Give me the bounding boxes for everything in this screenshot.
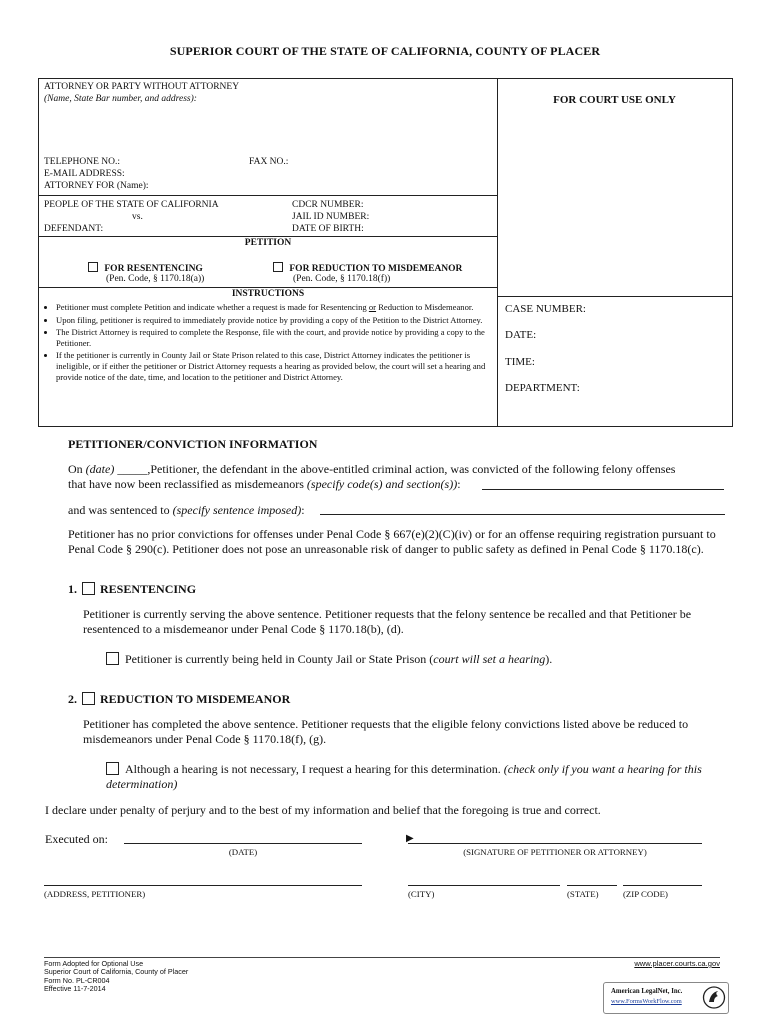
instructions-list [38, 302, 493, 384]
defendant-label[interactable]: DEFENDANT: [44, 224, 104, 234]
jail-id-label[interactable]: JAIL ID NUMBER: [292, 212, 370, 222]
conviction-offenses: that have now been reclassified as misdemeanors (specify code(s) and section(s)): [68, 477, 461, 491]
fax-label[interactable]: FAX NO.: [249, 157, 289, 167]
reduction-checkbox[interactable] [273, 262, 283, 272]
footer-website-link[interactable]: www.placer.courts.ca.gov [634, 959, 720, 968]
address-line[interactable] [44, 885, 362, 886]
court-title: SUPERIOR COURT OF THE STATE OF CALIFORNIA, COUNTY OF PLACER [169, 44, 601, 58]
signature-label: (SIGNATURE OF PETITIONER OR ATTORNEY) [463, 847, 647, 857]
attorney-for-label[interactable]: ATTORNEY FOR (Name): [44, 181, 149, 191]
eagle-logo-icon [702, 985, 726, 1010]
case-time-label[interactable]: TIME: [505, 356, 535, 368]
court-use-label: FOR COURT USE ONLY [553, 94, 676, 106]
footer-divider [44, 957, 720, 958]
attorney-divider [38, 195, 498, 196]
resentencing-section-checkbox[interactable] [82, 582, 95, 595]
instruction-item: • Petitioner must complete Petition and indicate whether a request is made for Resentencing or Reduction to Misdemeanor. [56, 302, 493, 313]
petition-title: PETITION [244, 238, 292, 248]
zip-line[interactable] [623, 885, 702, 886]
court-use-divider [497, 296, 732, 297]
no-prior-text: Petitioner has no prior convictions for offenses under Penal Code § 667(e)(2)(C)(iv) or for an offense requiring registration pursuant to Penal Code § 290(c). Petitioner does not pose an unreasonable risk of danger to public safety as defined in Penal Code § 1170.18(c). [68, 527, 716, 556]
zip-label: (ZIP CODE) [623, 889, 668, 899]
signature-arrow-icon: ▶ [406, 833, 414, 844]
date-signature-line[interactable] [124, 843, 362, 844]
option-resentencing-label: FOR RESENTENCING [104, 264, 203, 274]
request-hearing-checkbox[interactable] [106, 762, 119, 775]
address-label: (ADDRESS, PETITIONER) [44, 889, 146, 899]
dob-label[interactable]: DATE OF BIRTH: [292, 224, 364, 234]
held-in-custody-checkbox[interactable] [106, 652, 119, 665]
sentence-imposed: and was sentenced to (specify sentence imposed): [68, 503, 305, 517]
case-date-label[interactable]: DATE: [505, 329, 537, 341]
resentencing-checkbox[interactable] [88, 262, 98, 272]
option-resentencing-code: (Pen. Code, § 1170.18(a)) [106, 274, 205, 284]
case-number-label[interactable]: CASE NUMBER: [505, 303, 586, 315]
executed-on-label: Executed on: [45, 832, 108, 846]
email-label[interactable]: E-MAIL ADDRESS: [44, 169, 125, 179]
vs-label: vs. [132, 212, 143, 222]
instruction-item: • Upon filing, petitioner is required to immediately provide notice by providing a copy of the Petition to the District Attorney. [56, 315, 493, 326]
petition-divider [38, 287, 498, 288]
brand-url-link[interactable]: www.FormsWorkFlow.com [611, 998, 682, 1005]
section1-heading: 1. RESENTENCING [68, 582, 197, 596]
brand-name: American LegalNet, Inc. [611, 988, 683, 995]
case-department-label[interactable]: DEPARTMENT: [505, 382, 580, 394]
signature-line[interactable] [408, 843, 702, 844]
parties-divider [38, 236, 498, 237]
state-label: (STATE) [567, 889, 599, 899]
attorney-subheading: (Name, State Bar number, and address): [44, 94, 197, 104]
section1-body: Petitioner is currently serving the above sentence. Petitioner requests that the felony sentence be recalled and that Petitioner be resentenced to a misdemeanor under Penal Code § 1170.18(b), (d). [83, 607, 692, 636]
attorney-heading: ATTORNEY OR PARTY WITHOUT ATTORNEY [44, 82, 240, 92]
instructions-title: INSTRUCTIONS [231, 289, 305, 299]
city-label: (CITY) [408, 889, 435, 899]
offenses-input-line[interactable] [482, 489, 724, 490]
sentence-input-line[interactable] [320, 514, 725, 515]
section2-heading: 2. REDUCTION TO MISDEMEANOR [68, 692, 291, 706]
instruction-item: • The District Attorney is required to complete the Response, file with the court, and provide notice by providing a copy to the Petitioner. [56, 327, 493, 348]
section1-check: Petitioner is currently being held in County Jail or State Prison (court will set a hearing). [106, 652, 552, 667]
state-line[interactable] [567, 885, 617, 886]
section2-body: Petitioner has completed the above sentence. Petitioner requests that the eligible felony convictions listed above be reduced to misdemeanors under Penal Code § 1170.18(f), (g). [83, 717, 689, 746]
telephone-label[interactable]: TELEPHONE NO.: [44, 157, 120, 167]
reduction-section-checkbox[interactable] [82, 692, 95, 705]
cdcr-label[interactable]: CDCR NUMBER: [292, 200, 364, 210]
section2-check: Although a hearing is not necessary, I request a hearing for this determination. (check only if you want a hearing for this determination) [106, 762, 702, 791]
date-blank[interactable]: _____ [114, 462, 148, 476]
instruction-item: • If the petitioner is currently in County Jail or State Prison related to this case, District Attorney indicates the petitioner is ineligible, or if either the petitioner or District Attorney requests a hearing as provided below, the court will set a hearing and provide notice of the date, time, and location to the petitioner and District Attorney. [56, 350, 493, 382]
option-reduction-code: (Pen. Code, § 1170.18(f)) [293, 274, 391, 284]
column-divider [497, 78, 498, 426]
people-label: PEOPLE OF THE STATE OF CALIFORNIA [44, 200, 219, 210]
brand-badge [603, 982, 729, 1014]
option-reduction-label: FOR REDUCTION TO MISDEMEANOR [289, 264, 463, 274]
conviction-heading: PETITIONER/CONVICTION INFORMATION [68, 437, 318, 451]
city-line[interactable] [408, 885, 560, 886]
declaration-text: I declare under penalty of perjury and to the best of my information and belief that the foregoing is true and correct. [45, 803, 601, 817]
footer-form-info: Form Adopted for Optional Use Superior Court of California, County of Placer Form No. PL-CR004 Effective 11-7-2014 [44, 959, 189, 994]
conviction-sentence: On (date) _____,Petitioner, the defendant in the above-entitled criminal action, was convicted of the following felony offenses [68, 462, 676, 476]
date-label: (DATE) [228, 847, 258, 857]
